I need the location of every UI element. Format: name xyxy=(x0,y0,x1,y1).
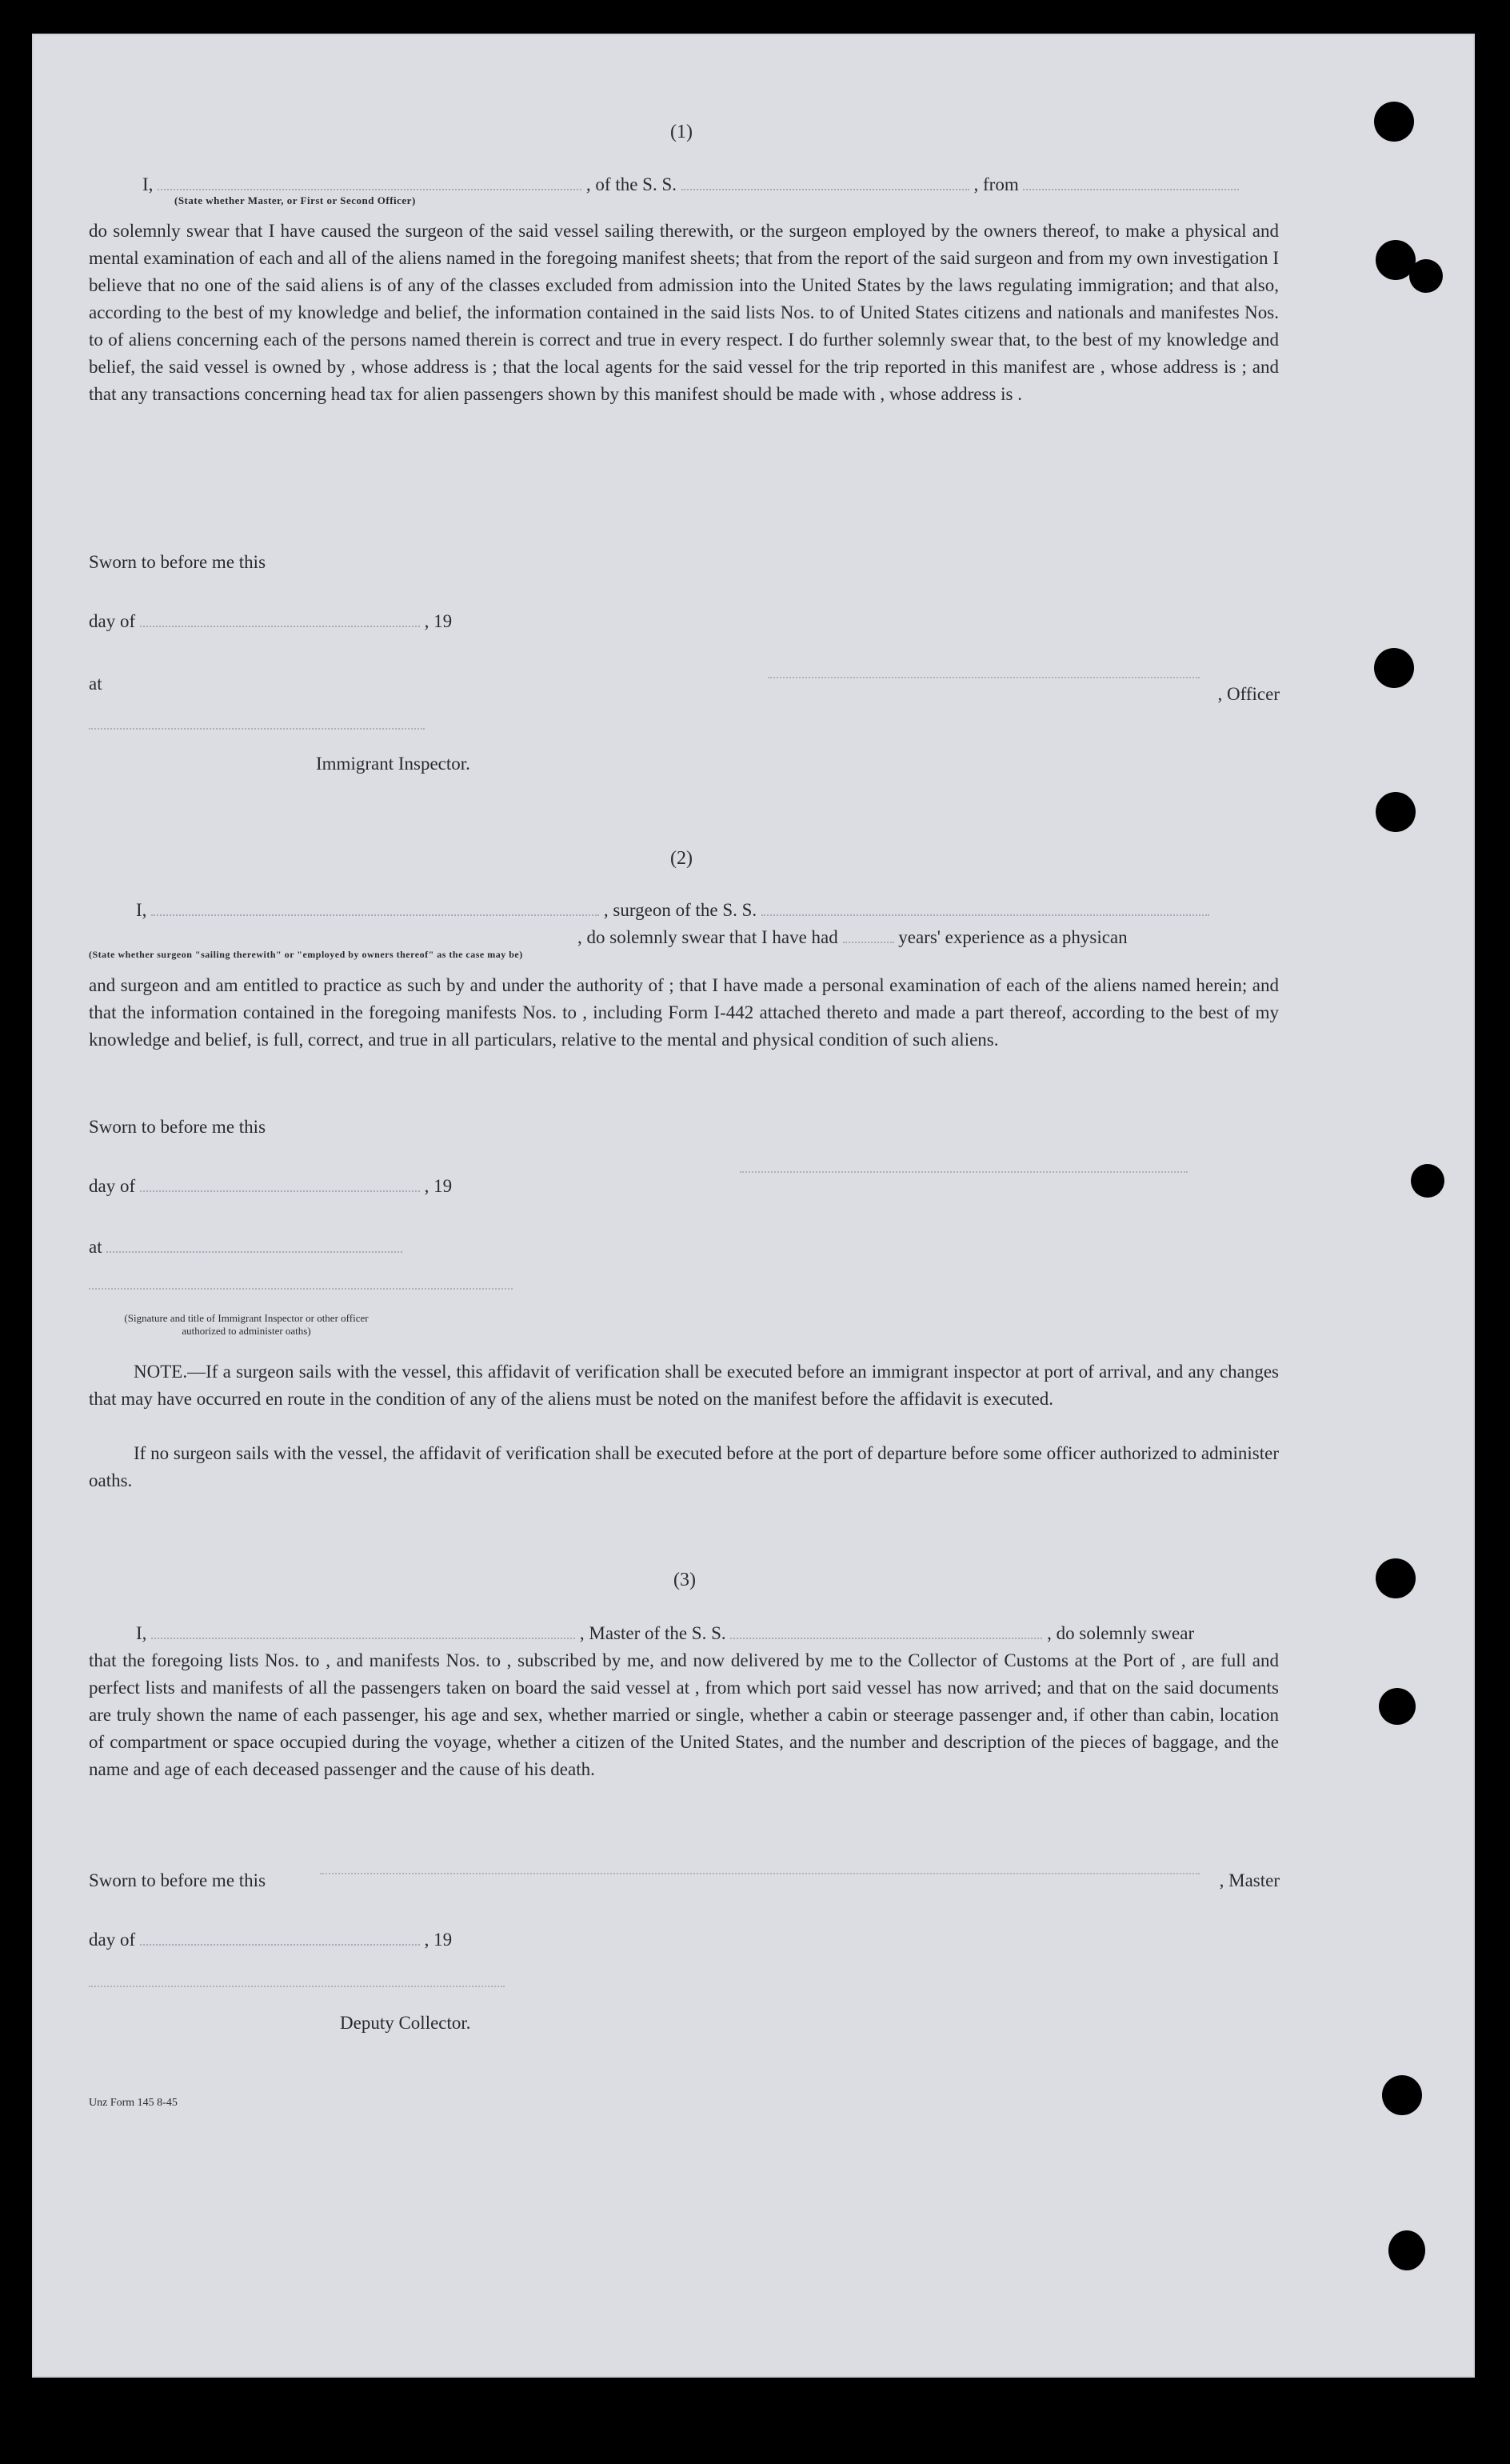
day-of-label-3 xyxy=(89,1926,452,1954)
punch-hole xyxy=(1379,1688,1416,1725)
master-label: , Master xyxy=(1219,1870,1280,1890)
years-field[interactable] xyxy=(843,927,894,943)
form-id: Unz Form 145 8-45 xyxy=(89,2097,178,2109)
lead-i: I, xyxy=(136,1623,147,1643)
surgeon-of-label: , surgeon of the S. S. xyxy=(603,900,757,920)
punch-hole xyxy=(1376,792,1416,832)
lead-i: I, xyxy=(136,900,147,920)
signature-line-2[interactable] xyxy=(740,1171,1188,1173)
vessel-name-field-3[interactable] xyxy=(730,1623,1042,1639)
year-text: , 19 xyxy=(424,611,453,631)
year-text: , 19 xyxy=(424,1930,453,1950)
master-name-field[interactable] xyxy=(151,1623,575,1639)
at-field-2[interactable] xyxy=(106,1237,402,1253)
vessel-name-field-2[interactable] xyxy=(761,900,1209,916)
punch-hole xyxy=(1382,2075,1422,2115)
day-field-1[interactable] xyxy=(140,611,420,627)
section-2-lead xyxy=(136,897,1209,924)
section-3-oath-paragraph: that the foregoing lists Nos. to , and manifests Nos. to , subscribed by me, and now delivered by me to the Collector of Customs at the Port of , are full and perfect lists and manifests of all the passengers taken on board the said vessel at , from which port said vessel has now arrived; and that on the said documents are truly shown the name of each passenger, his age and sex, whether married or single, whether a cabin or steerage passenger and, if other than cabin, location of compartment or space occupied during the voyage, whether a citizen of the United States, and the number and description of the pieces of baggage, and the name and age of each deceased passenger and the cause of his death. xyxy=(89,1650,1279,1779)
at-text: at xyxy=(89,1237,102,1257)
day-of-text: day of xyxy=(89,1176,136,1196)
punch-hole xyxy=(1374,102,1414,142)
section-2-number: (2) xyxy=(670,848,693,869)
collector-line[interactable] xyxy=(89,1986,505,1987)
punch-hole xyxy=(1409,259,1443,293)
vessel-name-field[interactable] xyxy=(681,174,969,190)
punch-hole xyxy=(1411,1164,1444,1198)
master-signature-line[interactable] xyxy=(320,1873,1200,1874)
section-3-lead xyxy=(136,1620,1194,1647)
at-label-1: at xyxy=(89,674,102,694)
note-paragraph-2: If no surgeon sails with the vessel, the affidavit of verification shall be executed before at the port of departure before some officer authorized to administer oaths. xyxy=(89,1443,1279,1490)
years-label: years' experience as a physican xyxy=(898,927,1128,947)
of-ss-label: , of the S. S. xyxy=(585,174,677,194)
day-field-2[interactable] xyxy=(140,1176,420,1192)
master-of-label: , Master of the S. S. xyxy=(579,1623,726,1643)
section-2-line-2 xyxy=(577,924,1128,951)
section-1-oath-paragraph: do solemnly swear that I have caused the surgeon of the said vessel sailing therewith, or the surgeon employed by the owners thereof, to make a physical and mental examination of each and all of the aliens named in the foregoing manifest sheets; that from the report of the said surgeon and from my own investigation I believe that no one of the said aliens is of any of the classes excluded from admission into the United States by the laws regulating immigration; and that also, according to the best of my knowledge and belief, the information contained in the said lists Nos. to of United States citizens and nationals and manifestes Nos. to of aliens concerning each of the persons named therein is correct and true in every respect. I do further solemnly swear that, to the best of my knowledge and belief, the said vessel is owned by , whose address is ; that the local agents for the said vessel for the trip reported in this manifest are , whose address is ; and that any transactions concerning head tax for alien passengers shown by this manifest should be made with , whose address is . xyxy=(89,221,1279,404)
deputy-collector-label: Deputy Collector. xyxy=(340,2013,471,2033)
immigrant-inspector-label: Immigrant Inspector. xyxy=(316,754,470,774)
at-label-2 xyxy=(89,1234,402,1261)
sworn-label-1: Sworn to before me this xyxy=(89,552,266,572)
day-of-label-1 xyxy=(89,608,452,635)
from-label: , from xyxy=(973,174,1019,194)
day-of-text: day of xyxy=(89,1930,136,1950)
lead-i: I, xyxy=(142,174,154,194)
day-of-text: day of xyxy=(89,611,136,631)
from-port-field[interactable] xyxy=(1023,174,1239,190)
sworn-label-3: Sworn to before me this xyxy=(89,1870,266,1890)
signature-title-note: (Signature and title of Immigrant Inspector or other officer authorized to administer oaths) xyxy=(124,1312,369,1337)
note-paragraph: NOTE.—If a surgeon sails with the vessel, this affidavit of verification shall be executed before an immigrant inspector at port of arrival, and any changes that may have occurred en route in the condition of any of the aliens must be noted on the manifest before the affidavit is executed. xyxy=(89,1362,1279,1409)
inspector-line-2[interactable] xyxy=(89,1288,513,1290)
officer-name-field[interactable] xyxy=(158,174,581,190)
surgeon-name-field[interactable] xyxy=(151,900,599,916)
officer-rank-note: (State whether Master, or First or Second Officer) xyxy=(174,194,416,206)
surgeon-status-note: (State whether surgeon "sailing therewith" or "employed by owners thereof" as the case may be) xyxy=(89,949,523,960)
punch-hole xyxy=(1388,2230,1425,2270)
section-2-oath-paragraph: and surgeon and am entitled to practice as such by and under the authority of ; that I have made a personal examination of each of the aliens named herein; and that the information contained in the foregoing manifests Nos. to , including Form I-442 attached thereto and made a part thereof, according to the best of my knowledge and belief, is full, correct, and true in all particulars, relative to the mental and physical condition of such aliens. xyxy=(89,975,1279,1050)
day-field-3[interactable] xyxy=(140,1930,420,1946)
officer-label: , Officer xyxy=(1217,684,1280,704)
day-of-label-2 xyxy=(89,1173,452,1200)
year-text: , 19 xyxy=(424,1176,453,1196)
punch-hole xyxy=(1374,648,1414,688)
swear-label-3: , do solemnly swear xyxy=(1047,1623,1195,1643)
sworn-label-2: Sworn to before me this xyxy=(89,1117,266,1137)
signature-line-1[interactable] xyxy=(768,677,1200,678)
inspector-line-1[interactable] xyxy=(89,728,425,730)
section-1-number: (1) xyxy=(670,122,693,142)
punch-hole xyxy=(1376,1558,1416,1598)
section-3-number: (3) xyxy=(673,1570,696,1590)
swear-label: , do solemnly swear that I have had xyxy=(577,927,838,947)
